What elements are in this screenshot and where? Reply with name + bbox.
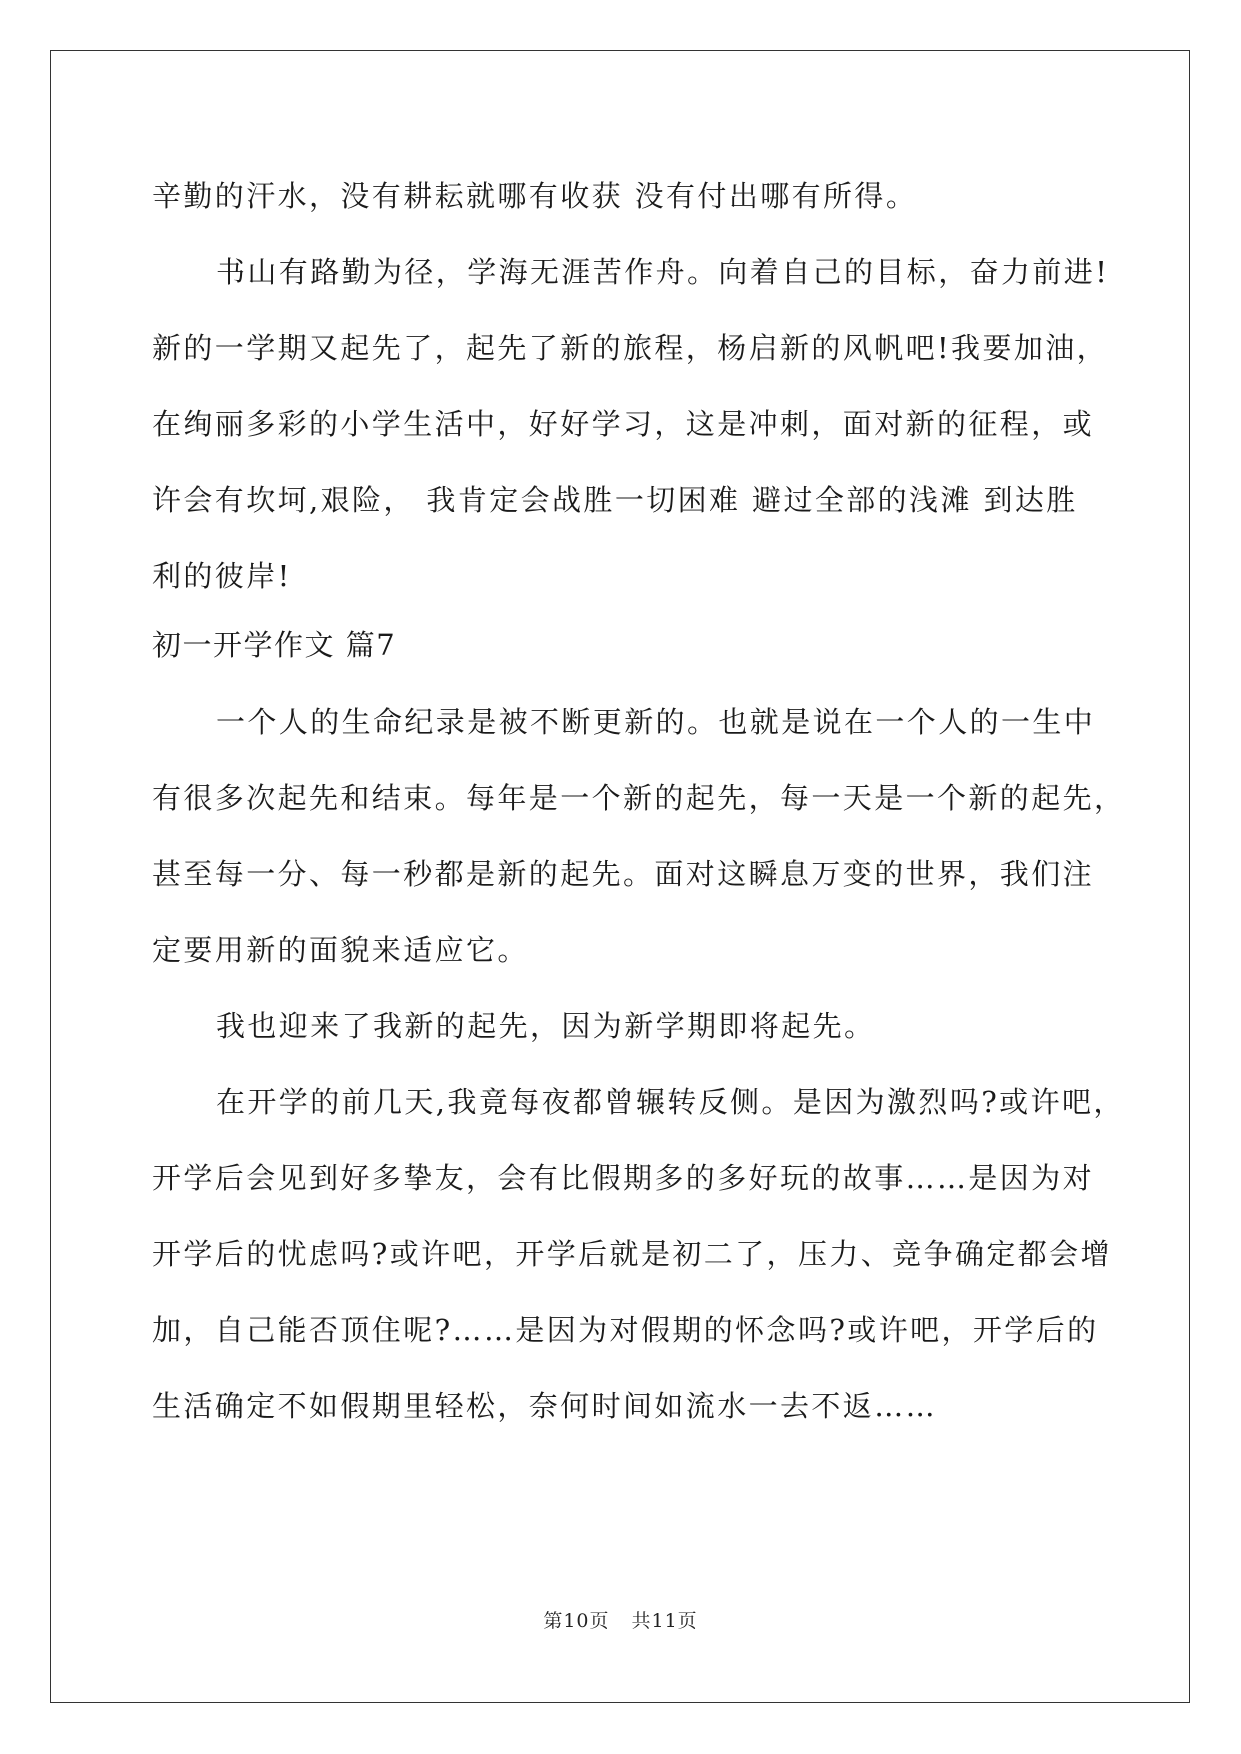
text-line: 有很多次起先和结束。每年是一个新的起先，每一天是一个新的起先， [152,781,1126,815]
text-line: 新的一学期又起先了，起先了新的旅程，杨启新的风帆吧!我要加油， [152,331,1109,365]
text-line: 开学后会见到好多挚友，会有比假期多的多好玩的故事……是因为对 [152,1161,1095,1195]
text-line: 利的彼岸! [152,559,292,593]
text-line: 我也迎来了我新的起先，因为新学期即将起先。 [216,1009,876,1043]
text-line: 定要用新的面貌来适应它。 [152,933,529,967]
page-footer [0,1606,1241,1633]
text-line: 一个人的生命纪录是被不断更新的。也就是说在一个人的一生中 [216,705,1096,739]
text-line: 生活确定不如假期里轻松，奈何时间如流水一去不返…… [152,1389,938,1423]
text-line: 辛勤的汗水，没有耕耘就哪有收获 没有付出哪有所得。 [152,179,918,213]
text-line: 在绚丽多彩的小学生活中，好好学习，这是冲刺，面对新的征程，或 [152,407,1095,441]
document-body [152,158,1126,1444]
text-line: 加，自己能否顶住呢?……是因为对假期的怀念吗?或许吧，开学后的 [152,1313,1099,1347]
text-line: 许会有坎坷,艰险， 我肯定会战胜一切困难 避过全部的浅滩 到达胜 [152,483,1078,517]
text-line: 在开学的前几天,我竟每夜都曾辗转反侧。是因为激烈吗?或许吧， [216,1085,1125,1119]
text-line: 甚至每一分、每一秒都是新的起先。面对这瞬息万变的世界，我们注 [152,857,1095,891]
text-line: 开学后的忧虑吗?或许吧，开学后就是初二了，压力、竞争确定都会增 [152,1237,1112,1271]
text-line: 书山有路勤为径，学海无涯苦作舟。向着自己的目标，奋力前进! [216,255,1110,289]
section-heading: 初一开学作文 篇7 [152,628,397,662]
total-pages: 共11页 [631,1610,698,1632]
current-page-number: 第10页 [543,1610,610,1632]
